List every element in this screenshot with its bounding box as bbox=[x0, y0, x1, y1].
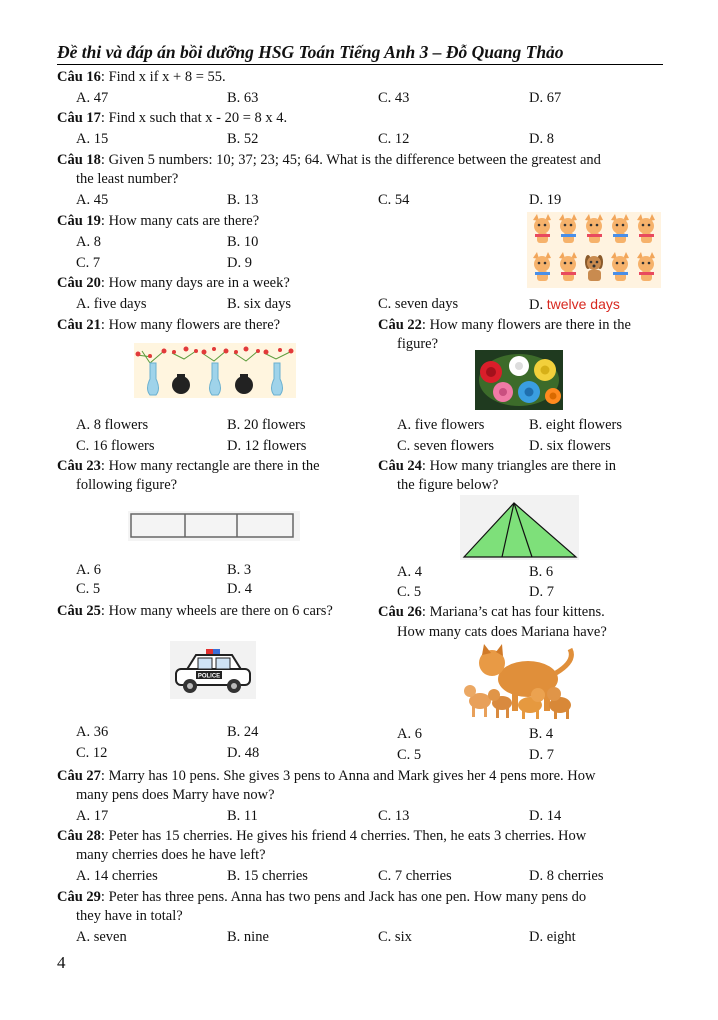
q29-text: : Peter has three pens. Anna has two pens and Jack has one pen. How many pens do bbox=[100, 889, 587, 905]
q23-text: : How many rectangle are there in the bbox=[100, 458, 320, 474]
q25-stem bbox=[57, 602, 333, 621]
q29-stem bbox=[57, 888, 586, 907]
q27-label: Câu 27 bbox=[57, 768, 101, 784]
q27-option-a: A. 17 bbox=[76, 808, 109, 824]
page-header: Đề thi và đáp án bồi dưỡng HSG Toán Tiếng Anh 3 – Đỗ Quang Thảo bbox=[57, 42, 663, 65]
q18-label: Câu 18 bbox=[57, 152, 101, 168]
q16-stem bbox=[57, 68, 226, 87]
q24-text: : How many triangles are there in bbox=[421, 458, 616, 474]
q20-stem bbox=[57, 274, 290, 293]
q21-stem bbox=[57, 316, 280, 335]
q27-stem bbox=[57, 767, 595, 786]
q17-text: : Find x such that x - 20 = 8 x 4. bbox=[100, 110, 288, 126]
q25-option-c: C. 12 bbox=[76, 745, 108, 761]
q29-option-c: C. six bbox=[378, 929, 412, 945]
q28-stem-line2: many cherries does he have left? bbox=[76, 847, 266, 863]
q21-text: : How many flowers are there? bbox=[100, 317, 281, 333]
q29-stem-line2: they have in total? bbox=[76, 908, 183, 924]
q20-label: Câu 20 bbox=[57, 275, 101, 291]
q19-option-c: C. 7 bbox=[76, 255, 101, 271]
police-car-image bbox=[170, 641, 256, 699]
q21-label: Câu 21 bbox=[57, 317, 101, 333]
q28-label: Câu 28 bbox=[57, 828, 101, 844]
q18-text: : Given 5 numbers: 10; 37; 23; 45; 64. What is the difference between the greatest and bbox=[100, 152, 601, 168]
q16-option-a: A. 47 bbox=[76, 90, 109, 106]
q16-text: : Find x if x + 8 = 55. bbox=[100, 69, 226, 85]
q18-stem bbox=[57, 151, 601, 170]
q17-label: Câu 17 bbox=[57, 110, 101, 126]
q19-stem bbox=[57, 212, 259, 231]
q26-option-c: C. 5 bbox=[397, 747, 422, 763]
q29-option-a: A. seven bbox=[76, 929, 127, 945]
q18-stem-line2: the least number? bbox=[76, 171, 179, 187]
q16-option-b: B. 63 bbox=[227, 90, 259, 106]
q25-option-b: B. 24 bbox=[227, 724, 259, 740]
q18-option-c: C. 54 bbox=[378, 192, 410, 208]
q25-option-a: A. 36 bbox=[76, 724, 109, 740]
q29-label: Câu 29 bbox=[57, 889, 101, 905]
q17-stem bbox=[57, 109, 287, 128]
q25-label: Câu 25 bbox=[57, 603, 101, 619]
q26-option-b: B. 4 bbox=[529, 726, 554, 742]
q22-text: : How many flowers are there in the bbox=[421, 317, 631, 333]
police-text: POLICE bbox=[197, 673, 221, 680]
page-number: 4 bbox=[57, 953, 66, 972]
q23-stem bbox=[57, 457, 320, 476]
q28-option-c: C. 7 cherries bbox=[378, 868, 452, 884]
rose-icon bbox=[545, 388, 561, 404]
q24-option-a: A. 4 bbox=[397, 564, 422, 580]
q28-option-a: A. 14 cherries bbox=[76, 868, 158, 884]
q19-option-d: D. 9 bbox=[227, 255, 252, 271]
q29-option-d: D. eight bbox=[529, 929, 576, 945]
q26-label: Câu 26 bbox=[378, 604, 422, 620]
q23-option-a: A. 6 bbox=[76, 562, 101, 578]
q19-option-b: B. 10 bbox=[227, 234, 259, 250]
q20-option-d bbox=[529, 295, 620, 315]
q23-option-d: D. 4 bbox=[227, 581, 252, 597]
q27-stem-line2: many pens does Marry have now? bbox=[76, 787, 275, 803]
q27-option-c: C. 13 bbox=[378, 808, 410, 824]
q24-option-b: B. 6 bbox=[529, 564, 554, 580]
rose-icon bbox=[518, 381, 540, 403]
q22-option-a: A. five flowers bbox=[397, 417, 485, 433]
rose-icon bbox=[534, 359, 556, 381]
q20-option-d-prefix: D. bbox=[529, 297, 547, 313]
q23-option-b: B. 3 bbox=[227, 562, 252, 578]
q18-option-a: A. 45 bbox=[76, 192, 109, 208]
q21-option-a: A. 8 flowers bbox=[76, 417, 149, 433]
cats-image bbox=[527, 212, 661, 288]
flower-vases-image bbox=[134, 343, 296, 398]
rose-icon bbox=[493, 382, 513, 402]
rectangles-figure bbox=[128, 511, 300, 541]
q26-stem-line2: How many cats does Mariana have? bbox=[397, 624, 607, 640]
q27-option-d: D. 14 bbox=[529, 808, 562, 824]
q20-option-b: B. six days bbox=[227, 296, 292, 312]
q17-option-b: B. 52 bbox=[227, 131, 259, 147]
q20-option-a: A. five days bbox=[76, 296, 147, 312]
q16-label: Câu 16 bbox=[57, 69, 101, 85]
q22-option-d: D. six flowers bbox=[529, 438, 611, 454]
cat-and-kittens-image bbox=[458, 641, 579, 721]
q18-option-d: D. 19 bbox=[529, 192, 562, 208]
roses-image bbox=[475, 350, 563, 410]
q22-stem bbox=[378, 316, 631, 335]
q19-text: : How many cats are there? bbox=[100, 213, 260, 229]
q22-option-c: C. seven flowers bbox=[397, 438, 495, 454]
q29-option-b: B. nine bbox=[227, 929, 269, 945]
q17-option-a: A. 15 bbox=[76, 131, 109, 147]
q22-stem-line2: figure? bbox=[397, 336, 439, 352]
q21-option-c: C. 16 flowers bbox=[76, 438, 155, 454]
q16-option-d: D. 67 bbox=[529, 90, 562, 106]
q26-text: : Mariana’s cat has four kittens. bbox=[421, 604, 605, 620]
q20-option-d-text: twelve days bbox=[546, 296, 620, 312]
rose-icon bbox=[509, 356, 529, 376]
q24-stem-line2: the figure below? bbox=[397, 477, 499, 493]
q26-option-a: A. 6 bbox=[397, 726, 422, 742]
q24-label: Câu 24 bbox=[378, 458, 422, 474]
q17-option-d: D. 8 bbox=[529, 131, 554, 147]
q19-label: Câu 19 bbox=[57, 213, 101, 229]
q24-stem bbox=[378, 457, 616, 476]
q23-stem-line2: following figure? bbox=[76, 477, 178, 493]
q18-option-b: B. 13 bbox=[227, 192, 259, 208]
q24-option-c: C. 5 bbox=[397, 584, 422, 600]
q17-option-c: C. 12 bbox=[378, 131, 410, 147]
q22-option-b: B. eight flowers bbox=[529, 417, 623, 433]
q20-text: : How many days are in a week? bbox=[100, 275, 290, 291]
q16-option-c: C. 43 bbox=[378, 90, 410, 106]
q27-text: : Marry has 10 pens. She gives 3 pens to Anna and Mark gives her 4 pens more. How bbox=[100, 768, 596, 784]
q25-option-d: D. 48 bbox=[227, 745, 260, 761]
q28-option-d: D. 8 cherries bbox=[529, 868, 604, 884]
q21-option-b: B. 20 flowers bbox=[227, 417, 306, 433]
q28-option-b: B. 15 cherries bbox=[227, 868, 308, 884]
q22-label: Câu 22 bbox=[378, 317, 422, 333]
triangles-figure bbox=[460, 495, 579, 560]
q23-option-c: C. 5 bbox=[76, 581, 101, 597]
q23-label: Câu 23 bbox=[57, 458, 101, 474]
q28-text: : Peter has 15 cherries. He gives his friend 4 cherries. Then, he eats 3 cherries. How bbox=[100, 828, 587, 844]
q24-option-d: D. 7 bbox=[529, 584, 554, 600]
q20-option-c: C. seven days bbox=[378, 296, 459, 312]
q26-stem bbox=[378, 603, 605, 622]
q25-text: : How many wheels are there on 6 cars? bbox=[100, 603, 333, 619]
q27-option-b: B. 11 bbox=[227, 808, 258, 824]
q21-option-d: D. 12 flowers bbox=[227, 438, 307, 454]
q19-option-a: A. 8 bbox=[76, 234, 101, 250]
q28-stem bbox=[57, 827, 586, 846]
rose-icon bbox=[480, 361, 502, 383]
q26-option-d: D. 7 bbox=[529, 747, 554, 763]
